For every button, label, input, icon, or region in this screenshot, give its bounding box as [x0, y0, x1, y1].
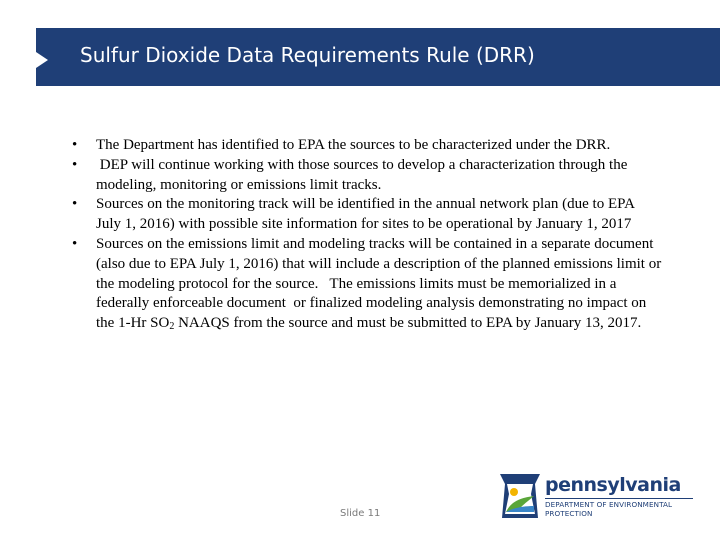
keystone-icon — [497, 472, 543, 520]
logo-department-line: DEPARTMENT OF ENVIRONMENTAL — [545, 500, 673, 509]
title-arrow-icon — [36, 52, 48, 68]
bullet-item — [72, 195, 662, 235]
bullet-text: The Department has identified to EPA the sources to be characterized under the DRR. — [96, 137, 611, 153]
bullet-list — [72, 136, 665, 334]
bullet-item — [72, 235, 665, 334]
bullet-text: Sources on the monitoring track will be identified in the annual network plan (due to EPA July 1, 2016) with possible site information for sites to be operational by January 1, 2017 — [96, 196, 635, 233]
logo-department — [545, 500, 695, 518]
bullet-icon: • — [72, 156, 78, 173]
logo-name: pennsylvania — [545, 474, 681, 496]
pa-dep-logo — [497, 472, 697, 522]
bullet-icon: • — [72, 196, 78, 213]
bullet-text-part: Sources on the emissions limit and modeling tracks will be contained in a separate document (also due to EPA July 1, 2016) that will include a description of the planned emissions limit or the modeling protocol for the source. The emissions limits must be memorialized in a federally enforceable document or finalized modeling analysis demonstrating no impact on the 1-Hr SO — [96, 235, 665, 332]
logo-divider — [545, 498, 693, 499]
bullet-icon: • — [72, 137, 78, 153]
bullet-item — [72, 156, 662, 196]
bullet-icon: • — [72, 235, 78, 252]
logo-department-line: PROTECTION — [545, 509, 593, 518]
slide-number: Slide 11 — [340, 508, 381, 519]
bullet-item — [72, 136, 662, 156]
bullet-text: DEP will continue working with those sources to develop a characterization through the modeling, monitoring or emissions limit tracks. — [96, 156, 632, 193]
bullet-text-part: NAAQS from the source and must be submitted to EPA by January 13, 2017. — [174, 315, 642, 332]
bullet-text — [96, 236, 665, 331]
slide-title: Sulfur Dioxide Data Requirements Rule (DRR) — [80, 43, 535, 67]
subscript-2: 2 — [169, 321, 175, 333]
